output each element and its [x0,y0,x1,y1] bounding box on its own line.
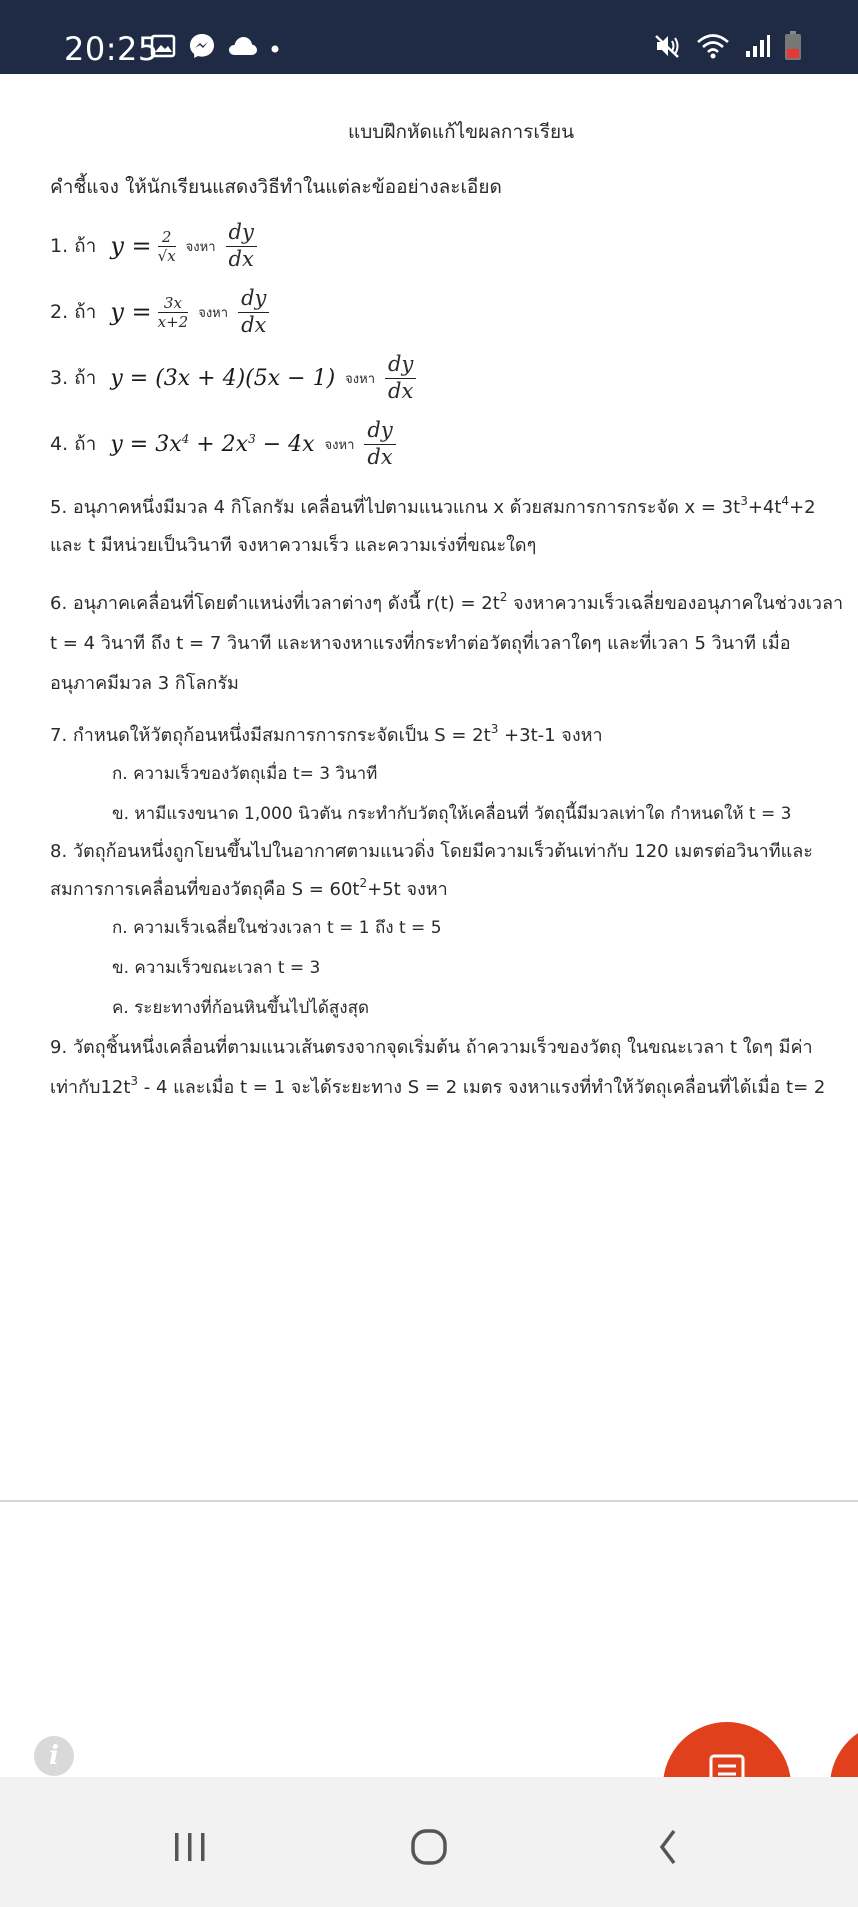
exponent: 3 [130,1074,139,1088]
derivative [385,352,416,403]
fraction [158,294,189,331]
text-part: 7. กำหนดให้วัตถุก้อนหนึ่งมีสมการการกระจัดเป็น S = 2t [50,725,491,746]
question-5-line-2: และ t มีหน่วยเป็นวินาที จงหาความเร็ว และความเร่งที่ขณะใดๆ [50,535,537,556]
question-number: 4. ถ้า [50,433,97,455]
derivative [226,220,257,271]
fraction-numerator: 2 [158,228,176,247]
text-part: 6. อนุภาคเคลื่อนที่โดยตำแหน่งที่เวลาต่างๆ ดังนี้ r(t) = 2t [50,593,500,614]
fraction-denominator: √x [157,246,176,265]
mute-icon [654,33,682,63]
derivative-numerator: dy [385,352,416,378]
question-6-line-2: t = 4 วินาที ถึง t = 7 วินาที และหาจงหาแรงที่กระทำต่อวัตถุที่เวลาใดๆ และที่เวลา 5 วินาที เมื่อ [50,633,791,654]
text-part: +3t-1 จงหา [498,725,603,746]
question-4 [50,414,396,474]
derivative [364,418,395,469]
math-lhs: y = [110,298,152,326]
text-part: +4t [747,497,782,518]
text-part: สมการการเคลื่อนที่ของวัตถุคือ S = 60t [50,879,360,900]
derivative-denominator: dx [388,378,414,403]
status-bar [0,0,858,74]
derivative-denominator: dx [241,312,267,337]
question-number: 2. ถ้า [50,301,97,323]
question-7-line-1 [50,720,603,749]
exponent: 4 [181,431,190,446]
math-lhs: y = [110,232,152,260]
text-part: - 4 และเมื่อ t = 1 จะได้ระยะทาง S = 2 เมตร จงหาแรงที่ทำให้วัตถุเคลื่อนที่ได้เมื่อ t= 2 [138,1077,826,1098]
messenger-icon [188,32,216,64]
question-5-line-1 [50,492,816,521]
signal-icon [744,34,770,62]
find-word: จงหา [324,437,355,453]
question-1 [50,216,257,276]
recents-button[interactable] [155,1817,225,1877]
cloud-icon [228,35,258,61]
exponent: 3 [490,722,499,736]
question-number: 3. ถ้า [50,367,97,389]
question-7-part-b: ข. หามีแรงขนาด 1,000 นิวตัน กระทำกับวัตถุให้เคลื่อนที่ วัตถุนี้มีมวลเท่าใด กำหนดให้ t = 3 [112,804,792,824]
find-word: จงหา [198,305,229,321]
info-icon: i [49,1741,59,1771]
fraction [158,228,176,265]
expr-part: − 4x [255,431,315,457]
text-part: 5. อนุภาคหนึ่งมีมวล 4 กิโลกรัม เคลื่อนที่ไปตามแนวแกน x ด้วยสมการการกระจัด x = 3t [50,497,741,518]
back-icon [634,1862,704,1881]
home-icon [394,1862,464,1881]
math-expression: y = (3x + 4)(5x − 1) [110,365,336,391]
text-part: จงหาความเร็วเฉลี่ยของอนุภาคในช่วงเวลา [507,593,844,614]
status-right-icons [654,32,802,64]
text-part: +2 [789,497,816,518]
question-6-line-3: อนุภาคมีมวล 3 กิโลกรัม [50,673,239,694]
battery-icon [784,31,802,65]
status-left-icons [150,33,280,63]
derivative [238,286,269,337]
expr-part: y = 3x [110,431,182,457]
text-part: +5t จงหา [367,879,448,900]
document-page [0,74,858,1502]
recents-icon [155,1862,225,1881]
math-expression [110,432,314,457]
text-part: เท่ากับ12t [50,1077,131,1098]
exponent: 2 [499,590,508,604]
expr-part: + 2x [189,431,249,457]
back-button[interactable] [634,1817,704,1877]
dot-icon [270,39,280,58]
question-8-part-c: ค. ระยะทางที่ก้อนหินขึ้นไปได้สูงสุด [112,998,370,1018]
question-8-part-b: ข. ความเร็วขณะเวลา t = 3 [112,958,321,978]
fraction-denominator: x+2 [157,312,189,331]
status-time: 20:25 [64,30,159,68]
derivative-denominator: dx [367,444,393,469]
find-word: จงหา [345,371,376,387]
question-9-line-2 [50,1072,825,1101]
question-7-part-a: ก. ความเร็วของวัตถุเมื่อ t= 3 วินาที [112,764,378,784]
question-8-part-a: ก. ความเร็วเฉลี่ยในช่วงเวลา t = 1 ถึง t = 5 [112,918,442,938]
question-3 [50,348,416,408]
question-8-line-1: 8. วัตถุก้อนหนึ่งถูกโยนขึ้นไปในอากาศตามแนวดิ่ง โดยมีความเร็วต้นเท่ากับ 120 เมตรต่อวินาทีและ [50,841,813,862]
question-6-line-1 [50,588,843,617]
exponent: 4 [781,494,790,508]
find-word: จงหา [185,239,216,255]
info-button[interactable] [34,1736,74,1776]
derivative-numerator: dy [226,220,257,246]
wifi-icon [696,32,730,64]
derivative-denominator: dx [228,246,254,271]
question-2 [50,282,269,342]
exponent: 3 [740,494,748,508]
instruction-text: คำชี้แจง ให้นักเรียนแสดงวิธีทำในแต่ละข้ออย่างละเอียด [50,176,502,198]
question-number: 1. ถ้า [50,235,97,257]
navigation-bar [0,1777,858,1907]
derivative-numerator: dy [364,418,395,444]
fraction-numerator: 3x [158,294,189,313]
document-title: แบบฝึกหัดแก้ไขผลการเรียน [348,121,575,143]
gallery-icon [150,33,176,63]
home-button[interactable] [394,1817,464,1877]
exponent: 2 [359,876,368,890]
exponent: 3 [248,431,256,446]
question-8-line-2 [50,874,448,903]
question-9-line-1: 9. วัตถุชิ้นหนึ่งเคลื่อนที่ตามแนวเส้นตรงจากจุดเริ่มต้น ถ้าความเร็วของวัตถุ ในขณะเวลา t ใดๆ มีค่า [50,1037,813,1058]
derivative-numerator: dy [238,286,269,312]
